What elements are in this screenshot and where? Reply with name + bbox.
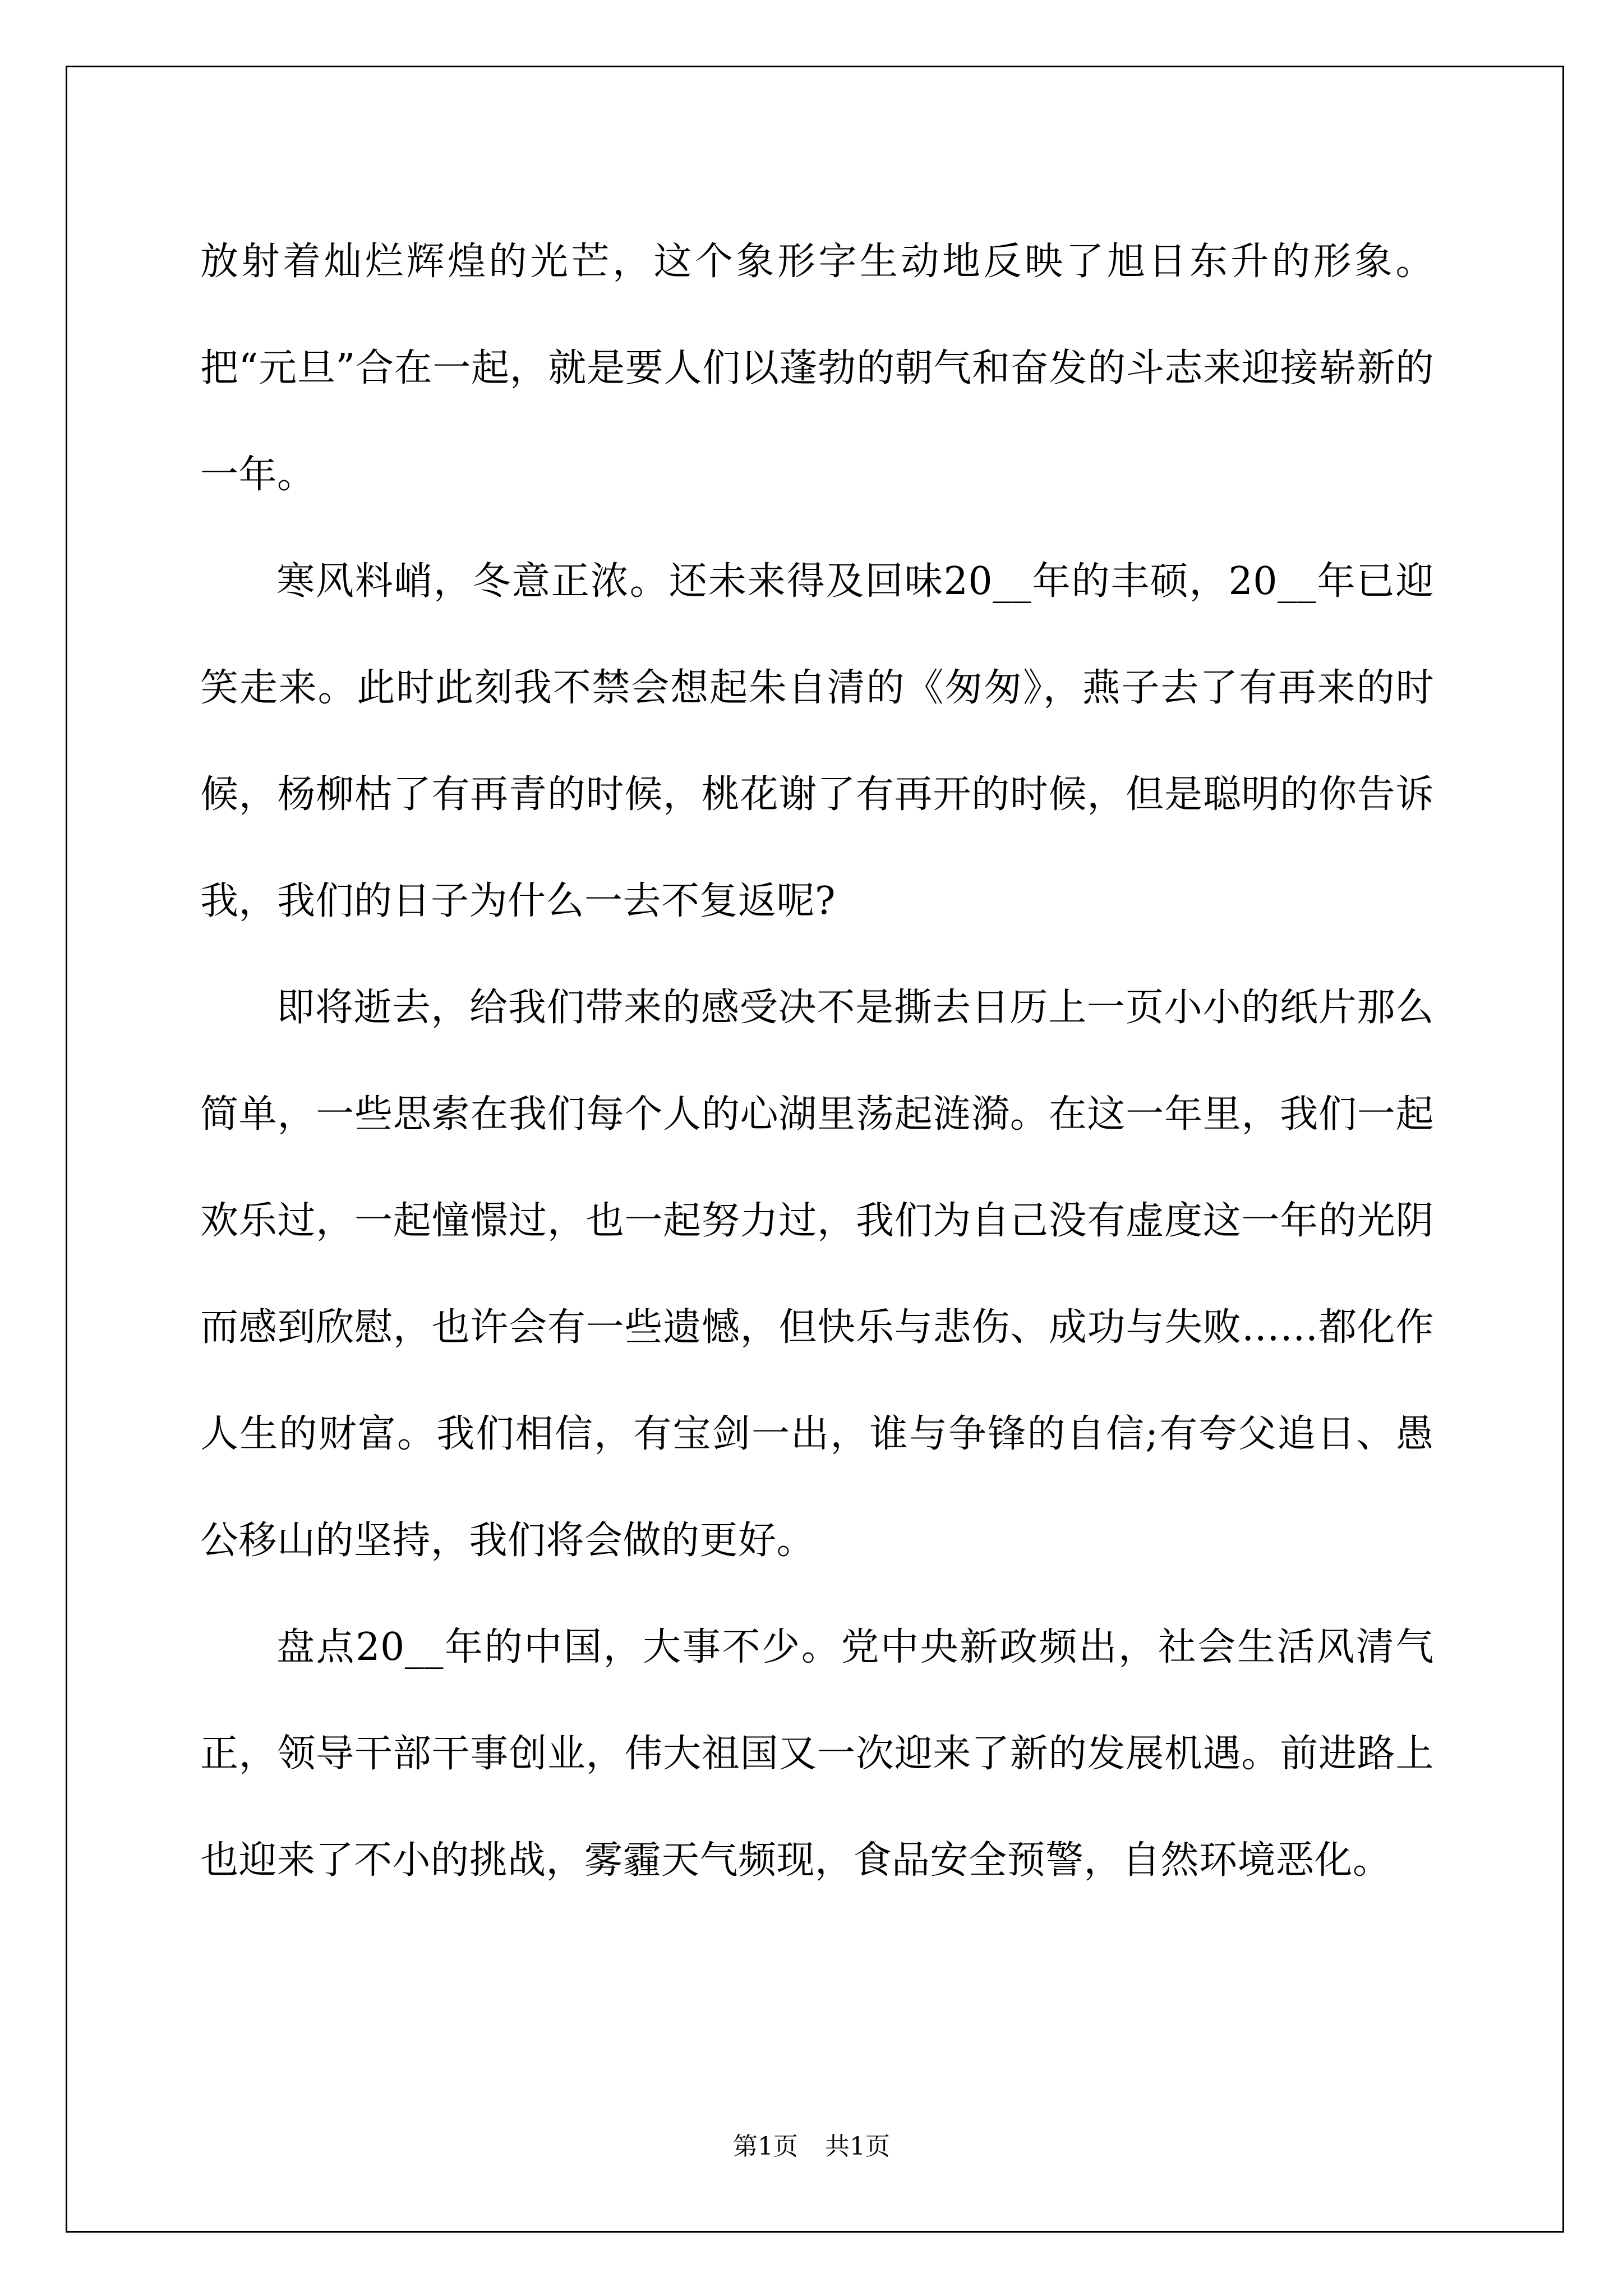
paragraph-2: 寒风料峭，冬意正浓。还未来得及回味20__年的丰硕，20__年已迎笑走来。此时此刻我不禁会想起朱自清的《匆匆》，燕子去了有再来的时候，杨柳枯了有再青的时候，桃花谢了有再开的时候，但是聪明的你告诉我，我们的日子为什么一去不复返呢? bbox=[200, 559, 1434, 923]
paragraph-3: 即将逝去，给我们带来的感受决不是撕去日历上一页小小的纸片那么简单，一些思索在我们每个人的心湖里荡起涟漪。在这一年里，我们一起欢乐过，一起憧憬过，也一起努力过，我们为自己没有虚度这一年的光阴而感到欣慰，也许会有一些遗憾，但快乐与悲伤、成功与失败……都化作人生的财富。我们相信，有宝剑一出，谁与争锋的自信;有夸父追日、愚公移山的坚持，我们将会做的更好。 bbox=[200, 986, 1434, 1563]
page-number: 第1页 bbox=[733, 2132, 798, 2161]
document-body bbox=[200, 209, 1434, 1914]
paragraph-1: 放射着灿烂辉煌的光芒，这个象形字生动地反映了旭日东升的形象。把“元旦”合在一起，就是要人们以蓬勃的朝气和奋发的斗志来迎接崭新的一年。 bbox=[200, 240, 1434, 497]
paragraph-4: 盘点20__年的中国，大事不少。党中央新政频出，社会生活风清气正，领导干部干事创业，伟大祖国又一次迎来了新的发展机遇。前进路上也迎来了不小的挑战，雾霾天气频现，食品安全预警，自然环境恶化。 bbox=[200, 1625, 1434, 1883]
page-total: 共1页 bbox=[825, 2132, 890, 2161]
page-footer bbox=[0, 2126, 1623, 2162]
